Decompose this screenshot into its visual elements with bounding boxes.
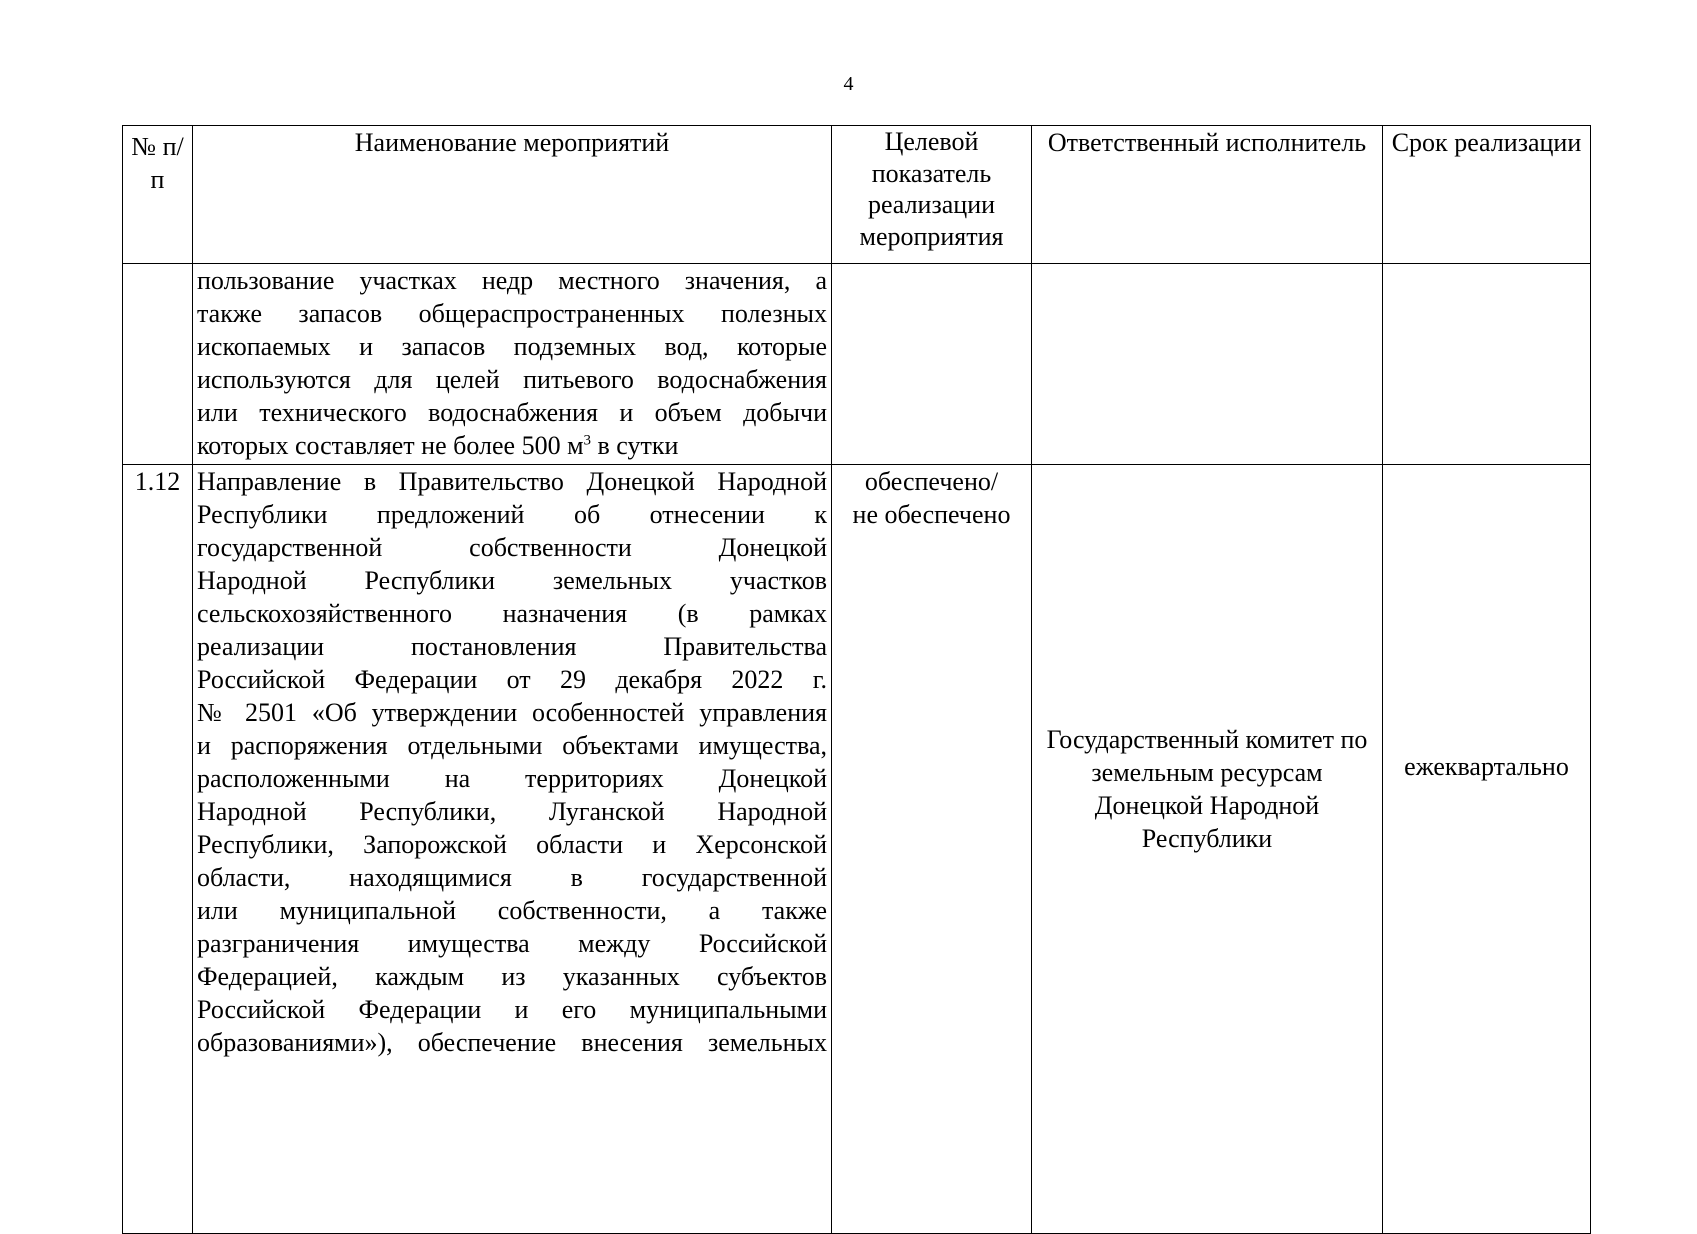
- table-row: [123, 465, 1591, 1234]
- text-line: Российской Федерации и его муниципальными: [197, 995, 827, 1024]
- text-line: разграничения имущества между Российской: [197, 929, 827, 958]
- row-responsible-cell: [1032, 264, 1383, 465]
- target-line: обеспечено/: [864, 467, 999, 496]
- text-line: используются для целей питьевого водоснабжения: [197, 365, 827, 394]
- text-line: Республики предложений об отнесении к: [197, 500, 827, 529]
- text-line: или муниципальной собственности, а также: [197, 896, 827, 925]
- header-num: № п/п: [123, 126, 193, 264]
- text-line: [197, 429, 827, 462]
- text-line: реализации постановления Правительства: [197, 632, 827, 661]
- row-term-cell: [1383, 264, 1591, 465]
- text-fragment: в сутки: [591, 431, 679, 460]
- header-responsible: Ответственный исполнитель: [1032, 126, 1383, 264]
- text-line: или технического водоснабжения и объем добычи: [197, 398, 827, 427]
- table-row: [123, 264, 1591, 465]
- row-name-cell: [193, 264, 832, 465]
- text-line: сельскохозяйственного назначения (в рамках: [197, 599, 827, 628]
- text-line: расположенными на территориях Донецкой: [197, 764, 827, 793]
- text-line: государственной собственности Донецкой: [197, 533, 827, 562]
- row-term-cell: ежеквартально: [1383, 465, 1591, 1234]
- header-name: Наименование мероприятий: [193, 126, 832, 264]
- row-num-cell: 1.12: [123, 465, 193, 1234]
- row-target-cell: [832, 465, 1032, 1234]
- text-line: Народной Республики, Луганской Народной: [197, 797, 827, 826]
- header-target: Целевой показатель реализации мероприятия: [832, 126, 1032, 264]
- text-line: образованиями»), обеспечение внесения земельных: [197, 1028, 827, 1057]
- text-line: Направление в Правительство Донецкой Народной: [197, 467, 827, 496]
- text-fragment: которых составляет не более 500 м: [197, 431, 584, 460]
- text-line: Республики, Запорожской области и Херсонской: [197, 830, 827, 859]
- text-line: области, находящимися в государственной: [197, 863, 827, 892]
- page-number: 4: [843, 73, 854, 95]
- text-line: Федерацией, каждым из указанных субъектов: [197, 962, 827, 991]
- text-line: и распоряжения отдельными объектами имущества,: [197, 731, 827, 760]
- row-name-cell: [193, 465, 832, 1234]
- measures-table: [122, 125, 1591, 1234]
- superscript: 3: [583, 432, 592, 449]
- text-line: ископаемых и запасов подземных вод, которые: [197, 332, 827, 361]
- text-line: № 2501 «Об утверждении особенностей управления: [197, 698, 827, 727]
- text-line: Народной Республики земельных участков: [197, 566, 827, 595]
- target-line: не обеспечено: [852, 500, 1011, 529]
- row-target-cell: [832, 264, 1032, 465]
- table-header-row: [123, 126, 1591, 264]
- text-line: пользование участках недр местного значения, а: [197, 266, 827, 295]
- text-line: Российской Федерации от 29 декабря 2022 г.: [197, 665, 827, 694]
- text-line: также запасов общераспространенных полезных: [197, 299, 827, 328]
- row-num-cell: [123, 264, 193, 465]
- header-term: Срок реализации: [1383, 126, 1591, 264]
- row-responsible-cell: Государственный комитет по земельным ресурсам Донецкой Народной Республики: [1032, 465, 1383, 1234]
